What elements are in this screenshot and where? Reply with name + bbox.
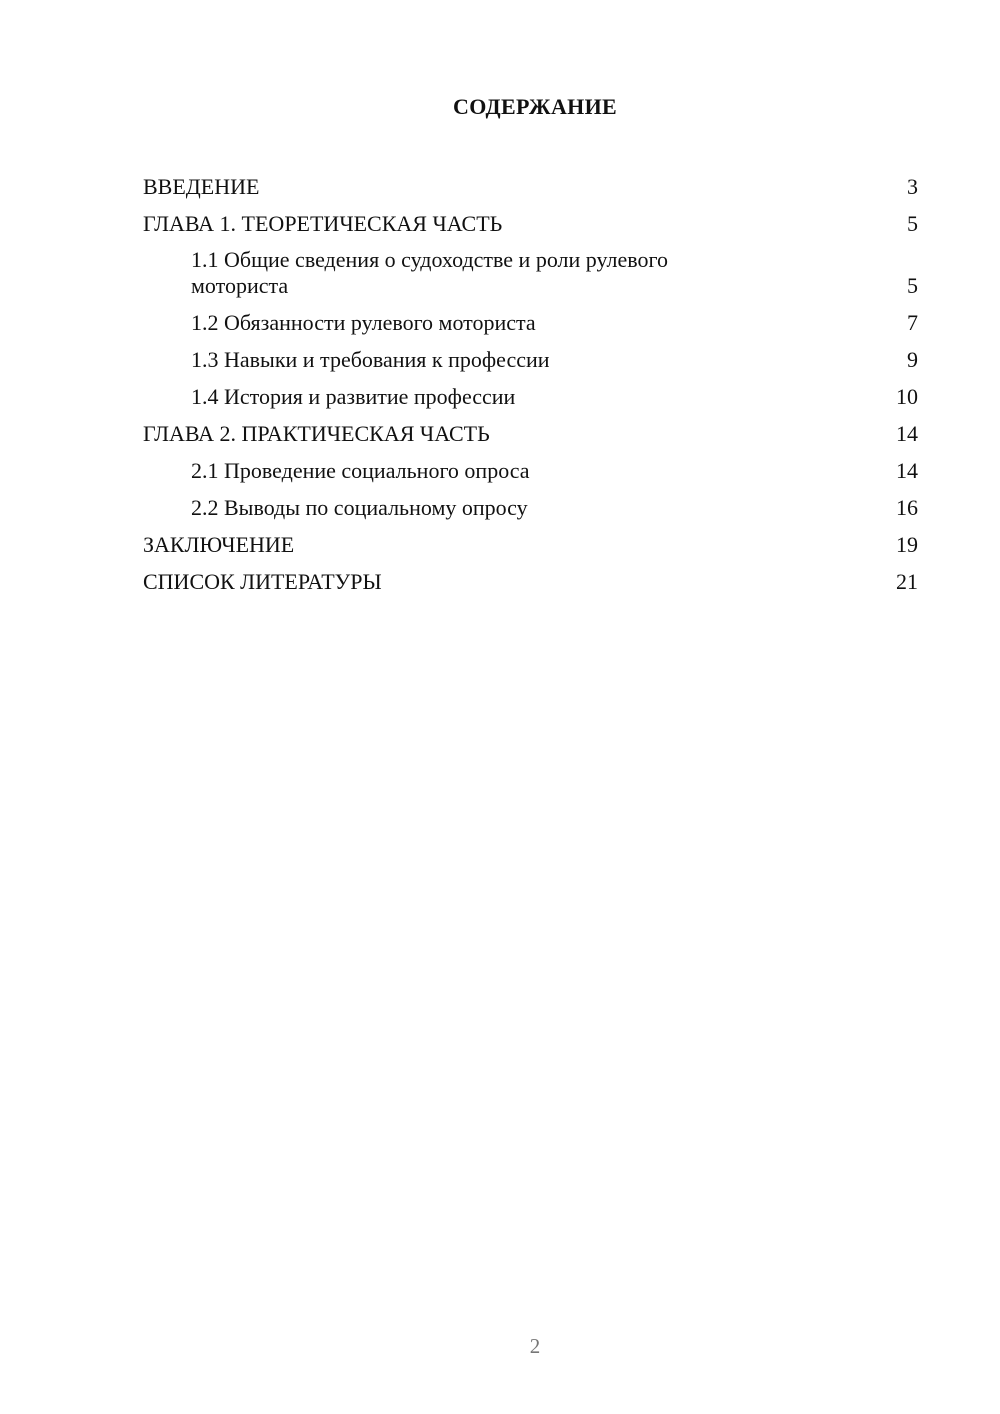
- toc-entry-label: ГЛАВА 1. ТЕОРЕТИЧЕСКАЯ ЧАСТЬ: [143, 211, 503, 236]
- toc-entry-section-1-1: [143, 242, 918, 304]
- toc-entry-label: 1.2 Обязанности рулевого моториста: [191, 310, 536, 335]
- toc-entry-section-1-2: [143, 304, 918, 341]
- toc-entry-chapter-2: [143, 415, 918, 452]
- toc-entry-page: 21: [896, 569, 918, 594]
- toc-entry-page: 14: [896, 421, 918, 446]
- toc-entry-page: 5: [907, 273, 918, 298]
- toc-entry-label: 1.4 История и развитие профессии: [191, 384, 516, 409]
- toc-entry-page: 10: [896, 384, 918, 409]
- toc-entry-label: 2.1 Проведение социального опроса: [191, 458, 530, 483]
- toc-entry-section-1-3: [143, 341, 918, 378]
- page-number: 2: [529, 1334, 541, 1358]
- toc-entry-page: 3: [907, 174, 918, 199]
- toc-entry-label: ГЛАВА 2. ПРАКТИЧЕСКАЯ ЧАСТЬ: [143, 421, 490, 446]
- toc-entry-label: ЗАКЛЮЧЕНИЕ: [143, 532, 295, 557]
- toc-entry-section-2-2: [143, 489, 918, 526]
- toc-entry-page: 7: [907, 310, 918, 335]
- toc-entry-label: 1.1 Общие сведения о судоходстве и роли рулевого моториста: [191, 247, 668, 298]
- toc-entry-page: 16: [896, 495, 918, 520]
- toc-entry-chapter-1: [143, 205, 918, 242]
- toc-entry-page: 9: [907, 347, 918, 372]
- toc-title: СОДЕРЖАНИЕ: [453, 94, 617, 119]
- toc-entry-conclusion: [143, 526, 918, 563]
- toc-entry-page: 19: [896, 532, 918, 557]
- toc-entry-section-1-4: [143, 378, 918, 415]
- toc-entry-label: СПИСОК ЛИТЕРАТУРЫ: [143, 569, 382, 594]
- toc-entry-label: ВВЕДЕНИЕ: [143, 174, 260, 199]
- toc-entry-bibliography: [143, 563, 918, 600]
- toc-entry-introduction: [143, 168, 918, 205]
- toc-entry-label: 2.2 Выводы по социальному опросу: [191, 495, 528, 520]
- toc-entry-page: 14: [896, 458, 918, 483]
- toc-entry-label: 1.3 Навыки и требования к профессии: [191, 347, 550, 372]
- table-of-contents: [143, 168, 918, 600]
- toc-entry-page: 5: [907, 211, 918, 236]
- toc-entry-section-2-1: [143, 452, 918, 489]
